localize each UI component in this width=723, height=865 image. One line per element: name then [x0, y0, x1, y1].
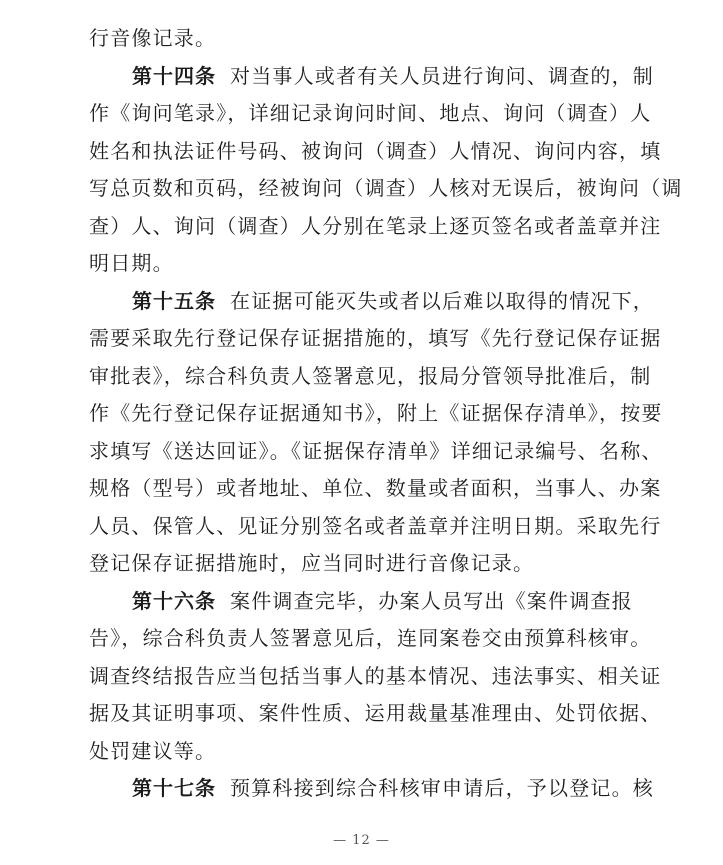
article-14-title: 第十四条: [132, 63, 216, 88]
text-line: 据及其证明事项、案件性质、运用裁量基准理由、处罚依据、: [89, 701, 662, 725]
text-line: 规格（型号）或者地址、单位、数量或者面积，当事人、办案: [89, 476, 662, 500]
body-text: [89, 20, 683, 808]
text-line: 人员、保管人、见证分别签名或者盖章并注明日期。采取先行: [89, 513, 662, 538]
text-line: 查）人、询问（调查）人分别在笔录上逐页签名或者盖章并注: [89, 213, 662, 238]
article-17-first-line: [89, 770, 654, 808]
text-line: 作《询问笔录》，详细记录询问时间、地点、询问（调查）人: [89, 101, 652, 125]
text-line: 行音像记录。: [89, 26, 217, 50]
article-14-first-line: [89, 58, 654, 96]
text-line: 预算科接到综合科核审申请后，予以登记。核: [230, 776, 654, 800]
text-line: 姓名和执法证件号码、被询问（调查）人情况、询问内容，填: [89, 138, 662, 163]
text-line: 求填写《送达回证》。《证据保存清单》详细记录编号、名称、: [89, 438, 663, 463]
article-15-title: 第十五条: [132, 288, 216, 313]
text-line: 告》，综合科负责人签署意见后，连同案卷交由预算科核审。: [89, 626, 652, 650]
article-15-first-line: [89, 283, 654, 321]
article-16-first-line: [89, 583, 633, 621]
text-line: 案件调查完毕，办案人员写出《案件调查报: [230, 588, 633, 613]
text-line: 明日期。: [89, 251, 174, 275]
text-line: 作《先行登记保存证据通知书》，附上《证据保存清单》，按要: [89, 401, 663, 425]
article-17-title: 第十七条: [132, 776, 216, 800]
text-line: 需要采取先行登记保存证据措施的，填写《先行登记保存证据: [89, 326, 662, 350]
text-line: 审批表》，综合科负责人签署意见，报局分管领导批准后，制: [89, 363, 652, 388]
text-line: 在证据可能灭失或者以后难以取得的情况下，: [230, 288, 654, 313]
text-line: 对当事人或者有关人员进行询问、调查的，制: [230, 63, 654, 88]
text-line: 写总页数和页码，经被询问（调查）人核对无误后，被询问（调: [89, 176, 683, 200]
text-line: 处罚建议等。: [89, 738, 217, 763]
article-16-title: 第十六条: [132, 588, 216, 613]
page-number: — 12 —: [333, 833, 390, 848]
text-line: 调查终结报告应当包括当事人的基本情况、违法事实、相关证: [89, 663, 662, 688]
text-line: 登记保存证据措施时，应当同时进行音像记录。: [89, 551, 535, 575]
